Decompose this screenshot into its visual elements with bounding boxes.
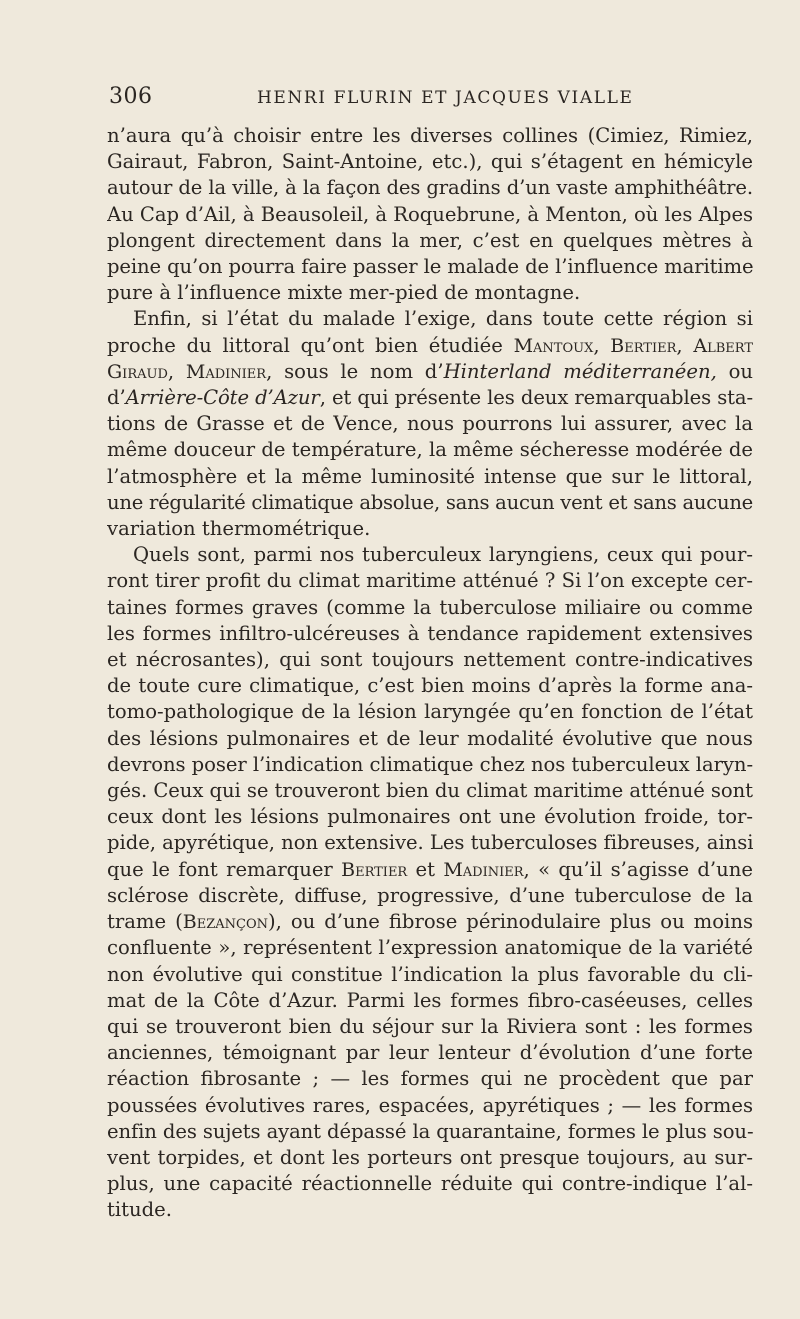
text-line: vent torpides, et dont les porteurs ont presque toujours, au sur-	[107, 1145, 753, 1169]
text-line: et nécrosantes), qui sont toujours nettement contre-indicatives	[107, 648, 753, 672]
text-line: tions de Grasse et de Vence, nous pourrons lui assurer, avec la	[107, 412, 753, 436]
author-name-giraud: Giraud	[107, 360, 168, 383]
paragraph-3	[107, 542, 753, 1223]
author-name-bertier: Bertier	[610, 334, 677, 357]
text-run: et	[407, 857, 444, 881]
text-line: plus, une capacité réactionnelle réduite qui contre-indique l’al-	[107, 1172, 753, 1196]
author-name-bezancon: Bezançon	[182, 911, 268, 934]
text-run: trame (	[107, 910, 183, 934]
italic-term-hinterland: Hinterland méditerranéen,	[443, 359, 717, 383]
text-line: des lésions pulmonaires et de leur modalité évolutive que nous	[107, 726, 753, 750]
running-head: HENRI FLURIN ET JACQUES VIALLE	[257, 88, 634, 108]
text-line: devrons poser l’indication climatique chez nos tuberculeux laryn-	[107, 752, 753, 776]
text-line: même douceur de température, la même sécheresse modérée de	[107, 438, 753, 462]
text-line	[107, 333, 753, 359]
text-line: une régularité climatique absolue, sans aucun vent et sans aucune	[107, 490, 753, 514]
paragraph-1	[107, 123, 753, 306]
text-line	[107, 909, 753, 935]
text-run: proche du littoral qu’ont bien étudiée	[107, 333, 514, 357]
text-line: ceux dont les lésions pulmonaires ont une évolution froide, tor-	[107, 805, 753, 829]
text-run: ,	[593, 333, 611, 357]
text-line: taines formes graves (comme la tuberculose miliaire ou comme	[107, 595, 753, 619]
text-line	[107, 359, 753, 385]
text-line: qui se trouveront bien du séjour sur la Riviera sont : les formes	[107, 1014, 753, 1038]
author-name-madinier: Madinier	[443, 858, 524, 881]
italic-term-arriere-cote: Arrière-Côte d’Azur	[125, 386, 320, 410]
text-line: non évolutive qui constitue l’indication la plus favorable du cli-	[107, 962, 753, 986]
text-line: les formes infiltro-ulcéreuses à tendance rapidement extensives	[107, 621, 753, 645]
text-line: autour de la ville, à la façon des gradins d’un vaste amphithéâtre.	[107, 176, 753, 200]
text-run: que le font remarquer	[107, 857, 342, 881]
text-line: mat de la Côte d’Azur. Parmi les formes fibro-caséeuses, celles	[107, 988, 753, 1012]
text-line: Gairaut, Fabron, Saint-Antoine, etc.), qui s’étagent en hémicyle	[107, 150, 753, 174]
body-text	[107, 123, 753, 1224]
text-line	[107, 385, 753, 411]
text-line: Quels sont, parmi nos tuberculeux laryngiens, ceux qui pour-	[133, 543, 753, 567]
text-line: pure à l’influence mixte mer-pied de montagne.	[107, 281, 581, 305]
text-run: , et qui présente les deux remarquables sta-	[319, 386, 753, 410]
text-line: ront tirer profit du climat maritime atténué ? Si l’on excepte cer-	[107, 569, 753, 593]
text-line: plongent directement dans la mer, c’est en quelques mètres à	[107, 228, 753, 252]
text-line: n’aura qu’à choisir entre les diverses collines (Cimiez, Rimiez,	[107, 124, 753, 147]
text-run: , sous le nom d’	[266, 359, 444, 383]
paragraph-2	[107, 306, 753, 542]
text-line: sclérose discrète, diffuse, progressive, d’une tuberculose de la	[107, 883, 753, 907]
text-line: Au Cap d’Ail, à Beausoleil, à Roquebrune, à Menton, où les Alpes	[107, 202, 753, 226]
page-number: 306	[109, 84, 153, 109]
text-run: ,	[676, 333, 694, 357]
text-line: Enfin, si l’état du malade l’exige, dans toute cette région si	[133, 307, 753, 331]
author-name-bertier: Bertier	[341, 858, 408, 881]
text-line: enfin des sujets ayant dépassé la quarantaine, formes le plus sou-	[107, 1119, 753, 1143]
text-run: ou	[716, 359, 753, 383]
text-line: variation thermométrique.	[107, 517, 371, 541]
page-header	[109, 84, 749, 114]
author-name-madinier: Madinier	[185, 360, 267, 383]
text-line: gés. Ceux qui se trouveront bien du climat maritime atténué sont	[107, 779, 753, 803]
text-line: pide, apyrétique, non extensive. Les tuberculoses fibreuses, ainsi	[107, 831, 753, 855]
text-line	[107, 857, 753, 883]
author-name-albert: Albert	[693, 334, 753, 357]
text-line: peine qu’on pourra faire passer le malade de l’influence maritime	[107, 255, 753, 279]
text-run: , « qu’il s’agisse d’une	[523, 857, 753, 881]
text-line: titude.	[107, 1198, 172, 1222]
text-line: tomo-pathologique de la lésion laryngée qu’en fonction de l’état	[107, 700, 753, 724]
text-line: poussées évolutives rares, espacées, apyrétiques ; — les formes	[107, 1093, 753, 1117]
text-run: d’	[107, 386, 126, 410]
text-run: ,	[167, 359, 186, 383]
text-run: ), ou d’une fibrose périnodulaire plus ou moins	[267, 910, 753, 934]
text-line: réaction fibrosante ; — les formes qui ne procèdent que par	[107, 1067, 753, 1091]
text-line: l’atmosphère et la même luminosité intense que sur le littoral,	[107, 464, 753, 488]
author-name-mantoux: Mantoux	[513, 334, 594, 357]
text-line: anciennes, témoignant par leur lenteur d’évolution d’une forte	[107, 1041, 753, 1065]
text-line: confluente », représentent l’expression anatomique de la variété	[107, 936, 753, 960]
text-line: de toute cure climatique, c’est bien moins d’après la forme ana-	[107, 674, 753, 698]
